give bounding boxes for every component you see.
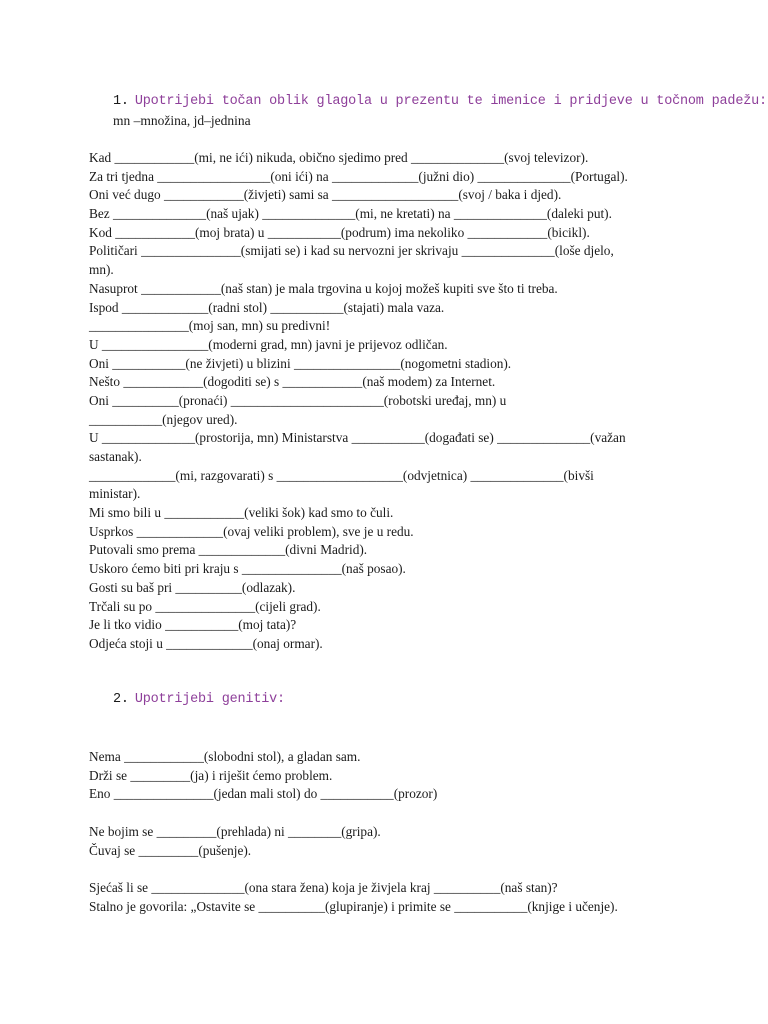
exercise-line: U ________________(moderni grad, mn) javni je prijevoz odličan. — [89, 336, 448, 352]
exercise-line: _______________(moj san, mn) su predivni! — [89, 318, 331, 334]
exercise-line: Nešto ____________(dogoditi se) s ____________(naš modem) za Internet. — [89, 374, 496, 390]
section-2-group-3 — [89, 879, 679, 916]
exercise-line: Oni ___________(ne živjeti) u blizini ________________(nogometni stadion). — [89, 355, 512, 371]
exercise-line: Oni __________(pronaći) _______________________(robotski uređaj, mn) u — [89, 392, 507, 408]
exercise-line: Političari _______________(smijati se) i kad su nervozni jer skrivaju ______________(loše djelo, — [89, 243, 614, 259]
exercise-line: mn). — [89, 262, 114, 278]
abbreviation-note: mn –množina, jd–jednina — [113, 113, 251, 128]
exercise-line: Drži se _________(ja) i riješit ćemo problem. — [89, 767, 333, 783]
exercise-line: Uskoro ćemo biti pri kraju s _______________(naš posao). — [89, 561, 406, 577]
exercise-line: Oni već dugo ____________(živjeti) sami sa ___________________(svoj / baka i djed). — [89, 187, 562, 203]
exercise-line: Mi smo bili u ____________(veliki šok) kad smo to čuli. — [89, 505, 394, 521]
exercise-line: ministar). — [89, 486, 141, 502]
exercise-line: Za tri tjedna _________________(oni ići) na _____________(južni dio) ______________(Portugal). — [89, 168, 628, 184]
exercise-line: Gosti su baš pri __________(odlazak). — [89, 579, 296, 595]
exercise-line: _____________(mi, razgovarati) s ___________________(odvjetnica) ______________(bivši — [89, 467, 594, 483]
exercise-line: ___________(njegov ured). — [89, 411, 238, 427]
section-2-group-1 — [89, 748, 679, 804]
exercise-line: Stalno je govorila: „Ostavite se __________(glupiranje) i primite se ___________(knjige i učenje). — [89, 898, 618, 914]
exercise-line: Bez ______________(naš ujak) ______________(mi, ne kretati) na ______________(daleki put). — [89, 206, 612, 222]
exercise-line: sastanak). — [89, 449, 142, 464]
section-1-heading — [113, 94, 767, 109]
exercise-line: Ne bojim se _________(prehlada) ni ________(gripa). — [89, 824, 381, 839]
section-1-exercises — [89, 149, 679, 654]
exercise-line: Trčali su po _______________(cijeli grad). — [89, 598, 321, 614]
section-2-number: 2. — [113, 692, 129, 707]
exercise-line: Je li tko vidio ___________(moj tata)? — [89, 617, 297, 633]
section-1-number: 1. — [113, 94, 129, 109]
exercise-line: Sjećaš li se ______________(ona stara žena) koja je živjela kraj __________(naš stan)? — [89, 880, 558, 895]
exercise-line: Kad ____________(mi, ne ići) nikuda, obično sjedimo pred ______________(svoj televizor). — [89, 150, 589, 165]
exercise-line: Ispod _____________(radni stol) ___________(stajati) mala vaza. — [89, 299, 445, 315]
section-2-title: Upotrijebi genitiv: — [134, 692, 285, 707]
section-2-group-2 — [89, 823, 679, 860]
exercise-line: Eno _______________(jedan mali stol) do ___________(prozor) — [89, 786, 438, 802]
exercise-line: U ______________(prostorija, mn) Ministarstva ___________(događati se) ______________(važan — [89, 430, 626, 446]
exercise-line: Nasuprot ____________(naš stan) je mala trgovina u kojoj možeš kupiti sve što ti treba. — [89, 280, 558, 296]
section-1-title: Upotrijebi točan oblik glagola u prezentu te imenice i pridjeve u točnom padežu: — [134, 94, 767, 109]
exercise-line: Čuvaj se _________(pušenje). — [89, 842, 252, 858]
exercise-line: Nema ____________(slobodni stol), a gladan sam. — [89, 749, 361, 764]
exercise-line: Kod ____________(moj brata) u ___________(podrum) ima nekoliko ____________(bicikl). — [89, 224, 590, 240]
exercise-line: Odjeća stoji u _____________(onaj ormar). — [89, 635, 323, 651]
exercise-line: Usprkos _____________(ovaj veliki problem), sve je u redu. — [89, 523, 414, 539]
section-2-heading — [113, 692, 285, 707]
exercise-line: Putovali smo prema _____________(divni Madrid). — [89, 542, 368, 558]
